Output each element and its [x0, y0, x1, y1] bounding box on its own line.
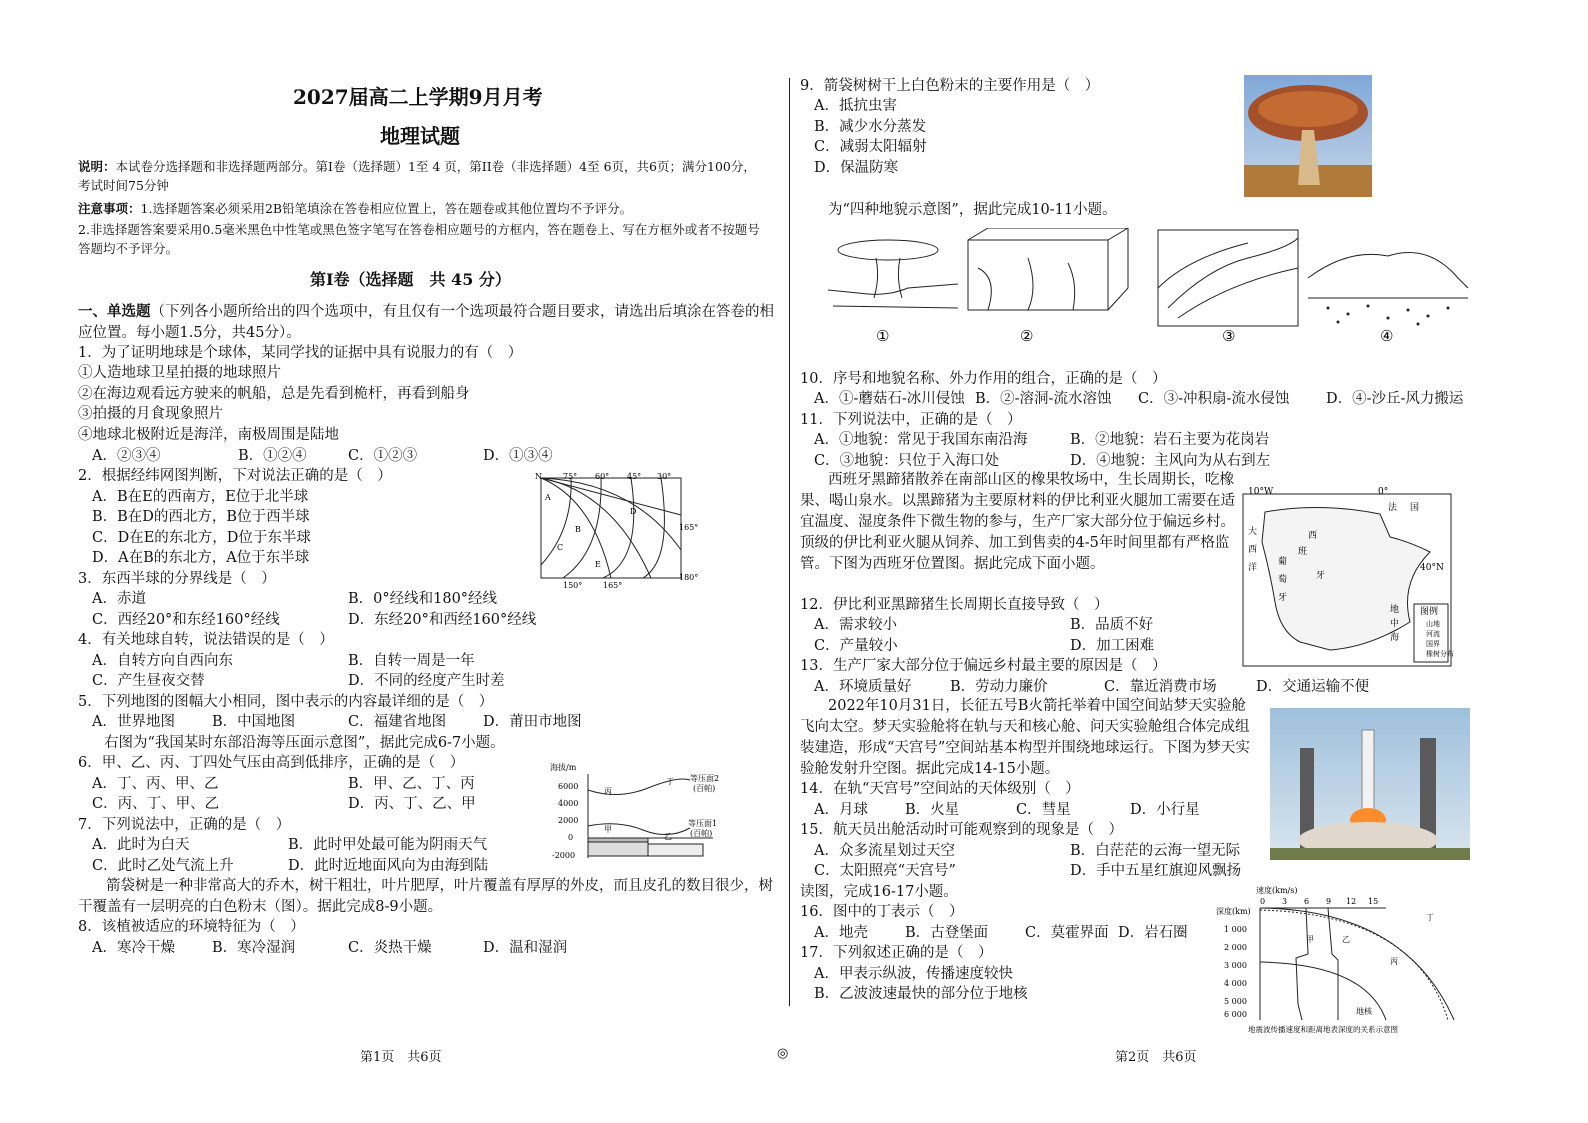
seismic-label-bing: 丙 — [1390, 957, 1398, 966]
q5-option-d: D．莆田市地图 — [483, 714, 582, 730]
isobar-point-bing: 丙 — [604, 787, 612, 796]
q3-option-d: D．东经20°和西经160°经线 — [348, 612, 537, 628]
spain-label-guo-1: 国 — [1410, 503, 1420, 513]
q17-option-a: A．甲表示纵波，传播速度较快 — [814, 966, 1013, 982]
seismic-label-jia: 甲 — [1306, 935, 1314, 944]
q9-option-b: B．减少水分蒸发 — [814, 119, 927, 135]
q14-option-b: B．火星 — [905, 802, 960, 818]
spain-label-xi-2: 西 — [1248, 545, 1258, 555]
q15-stem: 15．航天员出舱活动时可能观察到的现象是（ ） — [800, 822, 1123, 838]
seismic-wave-diagram — [1216, 884, 1462, 1036]
q4-stem: 4．有关地球自转，说法错误的是（ ） — [78, 632, 334, 648]
graticule-point-e: E — [595, 560, 601, 569]
q14-option-c: C．彗星 — [1016, 802, 1071, 818]
graticule-point-b: B — [575, 525, 581, 534]
seismic-xtick-9: 9 — [1326, 897, 1332, 906]
seismic-label-yi: 乙 — [1342, 935, 1350, 944]
q1-item-1: ①人造地球卫星拍摄的地球照片 — [78, 365, 281, 381]
q6-option-b: B．甲、乙、丁、丙 — [348, 776, 475, 792]
q10-option-c: C．③-冲积扇-流水侵蚀 — [1138, 391, 1290, 407]
q89-intro: 箭袋树是一种非常高大的乔木，树干粗壮，叶片肥厚，叶片覆盖有厚厚的外皮，而且皮孔的数目很少，树干覆盖有一层明亮的白色粉末（图）。据此完成8-9小题。 — [78, 878, 773, 915]
graticule-label-165-bottom: 165° — [603, 581, 623, 590]
seismic-ytick-2000: 2 000 — [1224, 943, 1247, 952]
q1-item-4: ④地球北极附近是海洋，南极周围是陆地 — [78, 427, 339, 443]
seismic-xtick-12: 12 — [1346, 897, 1357, 906]
q2-stem: 2．根据经纬网图判断，下对说法正确的是（ ） — [78, 468, 392, 484]
graticule-label-45: 45° — [627, 472, 642, 481]
q1-item-2: ②在海边观看远方驶来的帆船，总是先看到桅杆，再看到船身 — [78, 386, 470, 402]
q7-option-c: C．此时乙处气流上升 — [92, 858, 234, 874]
q9-stem: 9．箭袋树树干上白色粉末的主要作用是（ ） — [800, 78, 1100, 94]
seismic-label-ding: 丁 — [1426, 913, 1434, 922]
landforms-figure — [828, 228, 1478, 348]
q1415-intro: 2022年10月31日，长征五号B火箭托举着中国空间站梦天实验舱飞向太空。梦天实验舱将在轨与天和核心舱、问天实验舱组合体完成组装建造，形成“天宫号”空间站基本构型并围绕地球运行。下图为梦天实验舱发射升空图。据此完成14-15小题。 — [800, 698, 1250, 777]
q1-option-a: A．②③④ — [92, 448, 161, 464]
isobar-tick-minus2000: -2000 — [552, 851, 576, 860]
spain-label-hai: 海 — [1390, 633, 1400, 643]
spain-label-pu: 葡 — [1278, 557, 1288, 567]
seismic-ytick-5000: 5 000 — [1224, 997, 1247, 1006]
isobar-lower-unit: (百帕) — [690, 829, 713, 838]
q5-option-b: B．中国地图 — [212, 714, 296, 730]
seismic-xtick-0: 0 — [1260, 897, 1266, 906]
q6-option-c: C．丙、丁、甲、乙 — [92, 796, 220, 812]
q5-option-c: C．福建省地图 — [348, 714, 447, 730]
graticule-label-n: N — [535, 472, 542, 481]
spain-label-ban: 班 — [1298, 547, 1308, 557]
exam-subject: 地理试题 — [380, 124, 460, 148]
isobar-point-yi: 乙 — [664, 832, 672, 841]
q10-option-b: B．②-溶洞-流水溶蚀 — [975, 391, 1112, 407]
seismic-xlabel: 速度(km/s) — [1256, 886, 1298, 895]
column-divider — [789, 78, 790, 1006]
landform-label-3: ③ — [1222, 327, 1236, 345]
q9-option-c: C．减弱太阳辐射 — [814, 139, 927, 155]
landform-label-1: ① — [876, 327, 890, 345]
q15-option-b: B．白茫茫的云海一望无际 — [1070, 843, 1241, 859]
q3-stem: 3．东西半球的分界线是（ ） — [78, 571, 276, 587]
q10-stem: 10．序号和地貌名称、外力作用的组合，正确的是（ ） — [800, 371, 1167, 387]
isobar-figure — [548, 758, 738, 866]
q6-stem: 6．甲、乙、丙、丁四处气压由高到低排序，正确的是（ ） — [78, 755, 465, 771]
q16-option-d: D．岩石圈 — [1118, 925, 1188, 941]
q9-option-d: D．保温防寒 — [814, 160, 899, 176]
q9-option-a: A．抵抗虫害 — [814, 98, 897, 114]
landform-label-4: ④ — [1380, 327, 1394, 345]
q4-option-c: C．产生昼夜交替 — [92, 673, 205, 689]
isobar-ylabel: 海拔/m — [550, 763, 577, 772]
q1-item-3: ③拍摄的月食现象照片 — [78, 406, 223, 422]
spain-label-zhong: 中 — [1390, 619, 1400, 629]
spain-legend-mountain: 山地 — [1426, 620, 1440, 628]
notice-label: 注意事项： — [78, 201, 141, 216]
spain-label-ya-2: 牙 — [1278, 593, 1288, 603]
q14-option-a: A．月球 — [814, 802, 868, 818]
q12-option-d: D．加工困难 — [1070, 638, 1155, 654]
q1-stem: 1．为了证明地球是个球体，某同学找的证据中具有说服力的有（ ） — [78, 345, 523, 361]
q13-option-d: D．交通运输不便 — [1256, 679, 1370, 695]
isobar-point-ding: 丁 — [666, 777, 674, 786]
isobar-upper-unit: (百帕) — [693, 784, 716, 793]
seismic-caption: 地震波传播速度和距离地表深度的关系示意图 — [1248, 1025, 1398, 1034]
spain-label-yang: 洋 — [1248, 563, 1258, 573]
q10-option-a: A．①-蘑菇石-冰川侵蚀 — [814, 391, 965, 407]
seismic-ytick-1000: 1 000 — [1224, 925, 1247, 934]
q17-stem: 17．下列叙述正确的是（ ） — [800, 945, 993, 961]
q2-option-d: D．A在B的东北方，A位于东半球 — [92, 550, 310, 566]
q10-option-d: D．④-沙丘-风力搬运 — [1326, 391, 1464, 407]
q17-option-b: B．乙波波速最快的部分位于地核 — [814, 986, 1028, 1002]
isobar-tick-6000: 6000 — [558, 782, 579, 791]
q12-option-b: B．品质不好 — [1070, 617, 1154, 633]
notice-1: 1.选择题答案必须采用2B铅笔填涂在答卷相应位置上，答在题卷或其他位置均不予评分。 — [140, 201, 633, 216]
q13-option-b: B．劳动力廉价 — [950, 679, 1048, 695]
q8-option-b: B．寒冷湿润 — [212, 940, 296, 956]
seismic-ytick-4000: 4 000 — [1224, 979, 1247, 988]
isobar-point-jia: 甲 — [604, 825, 612, 834]
q8-option-d: D．温和湿润 — [483, 940, 568, 956]
q2-option-a: A．B在E的西南方，E位于北半球 — [92, 489, 309, 505]
spain-legend-title: 图例 — [1420, 607, 1439, 617]
footer-right-page: 第2页 共6页 — [1115, 1050, 1197, 1065]
graticule-point-d: D — [630, 507, 637, 516]
q12-option-a: A．需求较小 — [814, 617, 897, 633]
q7-option-b: B．此时甲处最可能为阴雨天气 — [288, 837, 488, 853]
footer-left-page: 第1页 共6页 — [360, 1050, 442, 1065]
q11-option-a: A．①地貌：常见于我国东南沿海 — [814, 432, 1028, 448]
part1-title: 第I卷（选择题 共 45 分） — [310, 270, 511, 289]
spain-legend-oak: 橡树分布 — [1426, 650, 1454, 658]
q1-option-c: C．①②③ — [348, 448, 418, 464]
q15-option-d: D．手中五星红旗迎风飘扬 — [1070, 863, 1242, 879]
quiver-tree-photo — [1244, 75, 1372, 197]
graticule-point-a: A — [545, 493, 551, 502]
graticule-label-150: 150° — [563, 581, 583, 590]
graticule-figure — [533, 470, 698, 590]
q13-stem: 13．生产厂家大部分位于偏远乡村最主要的原因是（ ） — [800, 658, 1167, 674]
spain-lon-10w: 10°W — [1248, 487, 1274, 497]
spain-legend-river: 河流 — [1426, 630, 1440, 638]
isobar-lower-label: 等压面1 — [688, 819, 718, 828]
graticule-label-180: 180° — [679, 573, 698, 582]
q15-option-c: C．太阳照亮“天宫号” — [814, 863, 956, 879]
seismic-xtick-3: 3 — [1282, 897, 1288, 906]
q2-option-c: C．D在E的东北方，D位于东半球 — [92, 530, 311, 546]
q3-option-c: C．西经20°和东经160°经线 — [92, 612, 280, 628]
instructions — [78, 157, 768, 195]
q1213-intro: 西班牙黑蹄猪散养在南部山区的橡果牧场中，生长周期长，吃橡果、喝山泉水。以黑蹄猪为主要原材料的伊比利亚火腿加工需要在适宜温度、湿度条件下微生物的参与，生产厂家大部分位于偏远乡村。顶级的伊比利亚火腿从饲养、加工到售卖的4-5年时间里都有严格监管。下图为西班牙位置图。据此完成下面小题。 — [800, 472, 1235, 572]
section-label: 一、单选题 — [78, 303, 151, 320]
q67-intro: 右图为“我国某时东部沿海等压面示意图”，据此完成6-7小题。 — [104, 735, 505, 751]
seismic-label-core: 地核 — [1356, 1007, 1372, 1016]
spain-label-tao: 萄 — [1278, 575, 1288, 585]
q3-option-b: B．0°经线和180°经线 — [348, 591, 498, 607]
q13-option-a: A．环境质量好 — [814, 679, 912, 695]
seismic-ytick-6000: 6 000 — [1224, 1010, 1247, 1019]
q6-option-a: A．丁、丙、甲、乙 — [92, 776, 219, 792]
notice-2: 2.非选择题答案要采用0.5毫米黑色中性笔或黑色签字笔写在答卷相应题号的方框内，答在题卷上、写在方框外或者不按题号答题均不予评分。 — [78, 222, 760, 256]
q12-stem: 12．伊比利亚黑蹄猪生长周期长直接导致（ ） — [800, 597, 1109, 613]
q3-option-a: A．赤道 — [92, 591, 146, 607]
seismic-ytick-3000: 3 000 — [1224, 961, 1247, 970]
spain-label-di: 地 — [1390, 605, 1400, 615]
landform-label-2: ② — [1020, 327, 1034, 345]
q8-stem: 8．该植被适应的环境特征为（ ） — [78, 919, 305, 935]
spain-lat-40n: 40°N — [1420, 563, 1444, 573]
q11-option-c: C．③地貌：只位于入海口处 — [814, 453, 1000, 469]
q6-option-d: D．丙、丁、乙、甲 — [348, 796, 476, 812]
footer-center-mark: ◎ — [777, 1046, 789, 1061]
q14-stem-line: 14．在轨“天宫号”空间站的天体级别（ ） — [800, 781, 1080, 797]
isobar-tick-2000: 2000 — [558, 816, 579, 825]
spain-label-da: 大 — [1248, 527, 1258, 537]
notice — [78, 199, 768, 218]
isobar-tick-4000: 4000 — [558, 799, 579, 808]
q7-stem: 7．下列说法中，正确的是（ ） — [78, 817, 291, 833]
q7-option-d: D．此时近地面风向为由海到陆 — [288, 858, 489, 874]
q4-option-d: D．不同的经度产生时差 — [348, 673, 505, 689]
q2-option-b: B．B在D的西北方，B位于西半球 — [92, 509, 310, 525]
q16-option-c: C．莫霍界面 — [1025, 925, 1109, 941]
q1617-intro: 读图，完成16-17小题。 — [800, 884, 958, 900]
graticule-label-60: 60° — [595, 472, 610, 481]
q15-option-a: A．众多流星划过天空 — [814, 843, 955, 859]
q13-option-c: C．靠近消费市场 — [1104, 679, 1217, 695]
section-desc: （下列各小题所给出的四个选项中，有且仅有一个选项最符合题目要求，请选出后填涂在答卷的相应位置。每小题1.5分，共45分）。 — [78, 304, 774, 341]
q1011-intro: 为“四种地貌示意图”，据此完成10-11小题。 — [828, 202, 1117, 218]
q8-option-c: C．炎热干燥 — [348, 940, 432, 956]
instructions-label: 说明： — [78, 159, 116, 174]
seismic-ylabel: 深度(km) — [1216, 907, 1251, 916]
spain-legend-border: 国界 — [1426, 640, 1440, 648]
spain-label-xi: 西 — [1308, 531, 1318, 541]
instructions-text: 本试卷分选择题和非选择题两部分。第I卷（选择题）1至 4 页，第II卷（非选择题）4至 6页，共6页；满分100分，考试时间75分钟 — [78, 159, 756, 193]
q4-option-b: B．自转一周是一年 — [348, 653, 475, 669]
isobar-tick-0: 0 — [568, 833, 574, 842]
exam-title: 2027届高二上学期9月月考 — [293, 85, 543, 109]
q11-option-b: B．②地貌：岩石主要为花岗岩 — [1070, 432, 1270, 448]
spain-label-ya-1: 牙 — [1316, 571, 1326, 581]
q5-option-a: A．世界地图 — [92, 714, 175, 730]
isobar-upper-label: 等压面2 — [690, 774, 720, 783]
q4-option-a: A．自转方向自西向东 — [92, 653, 233, 669]
q16-option-b: B．古登堡面 — [905, 925, 989, 941]
spain-lon-0: 0° — [1378, 487, 1389, 497]
q12-option-c: C．产量较小 — [814, 638, 898, 654]
q14-option-d: D．小行星 — [1130, 802, 1200, 818]
graticule-point-c: C — [557, 543, 564, 552]
q1-option-d: D．①③④ — [483, 448, 553, 464]
seismic-xtick-15: 15 — [1368, 897, 1379, 906]
spain-map — [1240, 482, 1455, 667]
q7-option-a: A．此时为白天 — [92, 837, 190, 853]
spain-label-fa: 法 — [1388, 503, 1398, 513]
q16-option-a: A．地壳 — [814, 925, 868, 941]
q8-option-a: A．寒冷干燥 — [92, 940, 175, 956]
seismic-xtick-6: 6 — [1304, 897, 1310, 906]
graticule-label-165-side: 165° — [679, 523, 698, 532]
section-intro — [78, 301, 778, 344]
graticule-label-75: 75° — [563, 472, 578, 481]
rocket-launch-photo — [1270, 708, 1470, 860]
q5-stem: 5．下列地图的图幅大小相同，图中表示的内容最详细的是（ ） — [78, 694, 494, 710]
q11-option-d: D．④地貌：主风向为从右到左 — [1070, 453, 1271, 469]
graticule-label-30: 30° — [657, 472, 672, 481]
q16-stem: 16．图中的丁表示（ ） — [800, 904, 964, 920]
q11-stem: 11．下列说法中，正确的是（ ） — [800, 412, 1022, 428]
q1-option-b: B．①②④ — [238, 448, 307, 464]
